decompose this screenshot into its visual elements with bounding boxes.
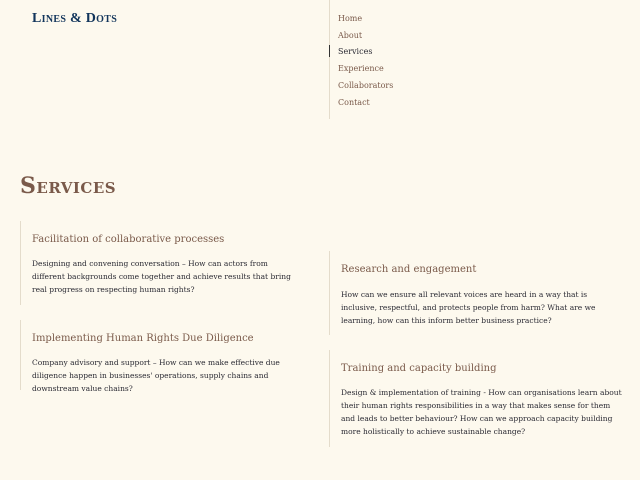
service-description: Company advisory and support – How can we make effective due diligence happen in businesses' operations, supply chains and downstream value chains?	[32, 358, 280, 393]
service-description: Designing and convening conversation – How can actors from different backgrounds come together and achieve results that bring real progress on respecting human rights?	[32, 259, 291, 294]
main-nav	[329, 0, 490, 119]
service-title: Implementing Human Rights Due Diligence	[32, 333, 254, 344]
nav-item-about[interactable]: About	[338, 31, 363, 40]
nav-item-collaborators[interactable]: Collaborators	[338, 81, 394, 90]
active-nav-indicator	[329, 45, 330, 57]
page-title: Services	[20, 173, 117, 199]
service-description: Design & implementation of training - How can organisations learn about their human rights responsibilities in a way that makes sense for them and leads to better behaviour? How can we approach capacity building more holistically to achieve sustainable change?	[341, 388, 622, 436]
service-card	[20, 221, 297, 305]
nav-item-services[interactable]: Services	[338, 47, 373, 56]
site-logo[interactable]: Lines & Dots	[32, 11, 118, 26]
service-card	[20, 320, 297, 393]
service-card	[329, 350, 622, 447]
service-title: Facilitation of collaborative processes	[32, 234, 225, 245]
nav-item-experience[interactable]: Experience	[338, 64, 384, 73]
service-description: How can we ensure all relevant voices are heard in a way that is inclusive, respectful, and protects people from harm? What are we learning, how can this inform better business practice?	[341, 290, 596, 325]
nav-item-contact[interactable]: Contact	[338, 98, 370, 107]
service-card	[329, 251, 622, 335]
service-title: Research and engagement	[341, 264, 477, 275]
nav-item-home[interactable]: Home	[338, 14, 363, 23]
service-title: Training and capacity building	[341, 363, 497, 374]
